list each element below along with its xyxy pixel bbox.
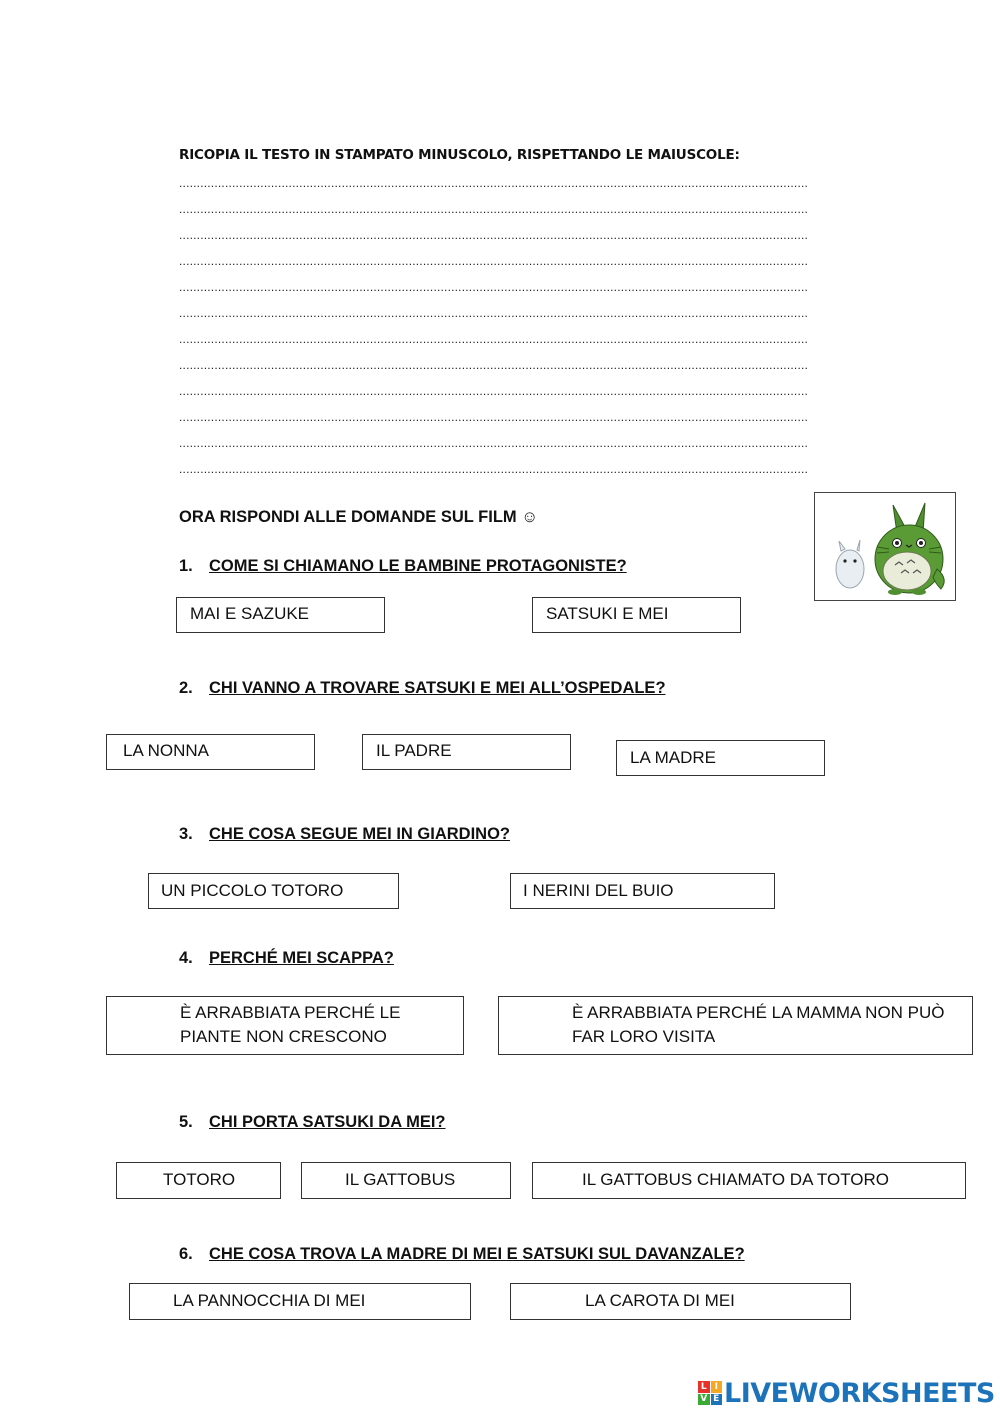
answer-option[interactable]: LA PANNOCCHIA DI MEI [129, 1283, 471, 1320]
question-number: 1. [179, 557, 193, 575]
question-number: 2. [179, 679, 193, 697]
logo-mark-icon: L I V E [698, 1381, 722, 1405]
question-text: CHI VANNO A TROVARE SATSUKI E MEI ALL’OSPEDALE? [209, 679, 666, 697]
answer-option[interactable]: UN PICCOLO TOTORO [148, 873, 399, 909]
answer-option[interactable]: MAI E SAZUKE [176, 597, 385, 633]
question-number: 3. [179, 825, 193, 843]
answer-option[interactable]: IL PADRE [362, 734, 571, 770]
question-text: PERCHÉ MEI SCAPPA? [209, 949, 394, 967]
answer-option[interactable]: IL GATTOBUS CHIAMATO DA TOTORO [532, 1162, 966, 1199]
question-2 [179, 679, 666, 698]
writing-line[interactable]: .................................................................................................................................................................................. [179, 280, 809, 294]
question-1 [179, 557, 627, 576]
writing-line[interactable]: .................................................................................................................................................................................. [179, 358, 809, 372]
totoro-illustration-icon [815, 493, 954, 599]
answer-option[interactable]: LA NONNA [106, 734, 315, 770]
instruction-text: RICOPIA IL TESTO IN STAMPATO MINUSCOLO, RISPETTANDO LE MAIUSCOLE: [179, 147, 740, 163]
answer-option[interactable]: È ARRABBIATA PERCHÉ LE PIANTE NON CRESCONO [106, 996, 464, 1055]
writing-line[interactable]: .................................................................................................................................................................................. [179, 436, 809, 450]
totoro-image [814, 492, 956, 601]
answer-option[interactable]: LA CAROTA DI MEI [510, 1283, 851, 1320]
question-text: CHE COSA TROVA LA MADRE DI MEI E SATSUKI SUL DAVANZALE? [209, 1245, 745, 1263]
writing-line[interactable]: .................................................................................................................................................................................. [179, 462, 809, 476]
question-number: 6. [179, 1245, 193, 1263]
answer-option[interactable]: È ARRABBIATA PERCHÉ LA MAMMA NON PUÒ FAR LORO VISITA [498, 996, 973, 1055]
writing-line[interactable]: .................................................................................................................................................................................. [179, 176, 809, 190]
question-4 [179, 949, 394, 968]
writing-line[interactable]: .................................................................................................................................................................................. [179, 202, 809, 216]
writing-line[interactable]: .................................................................................................................................................................................. [179, 306, 809, 320]
liveworksheets-logo[interactable] [698, 1377, 995, 1409]
logo-text: LIVEWORKSHEETS [724, 1377, 995, 1409]
answer-option[interactable]: TOTORO [116, 1162, 281, 1199]
question-5 [179, 1113, 446, 1132]
question-text: COME SI CHIAMANO LE BAMBINE PROTAGONISTE? [209, 557, 627, 575]
answer-option[interactable]: IL GATTOBUS [301, 1162, 511, 1199]
question-number: 4. [179, 949, 193, 967]
writing-line[interactable]: .................................................................................................................................................................................. [179, 254, 809, 268]
writing-line[interactable]: .................................................................................................................................................................................. [179, 410, 809, 424]
writing-line[interactable]: .................................................................................................................................................................................. [179, 384, 809, 398]
question-text: CHE COSA SEGUE MEI IN GIARDINO? [209, 825, 510, 843]
question-number: 5. [179, 1113, 193, 1131]
answer-option[interactable]: I NERINI DEL BUIO [510, 873, 775, 909]
writing-line[interactable]: .................................................................................................................................................................................. [179, 228, 809, 242]
question-text: CHI PORTA SATSUKI DA MEI? [209, 1113, 446, 1131]
writing-line[interactable]: .................................................................................................................................................................................. [179, 332, 809, 346]
question-6 [179, 1245, 745, 1264]
answer-option[interactable]: SATSUKI E MEI [532, 597, 741, 633]
intro-heading: ORA RISPONDI ALLE DOMANDE SUL FILM ☺ [179, 508, 539, 526]
question-3 [179, 825, 510, 844]
answer-option[interactable]: LA MADRE [616, 740, 825, 776]
